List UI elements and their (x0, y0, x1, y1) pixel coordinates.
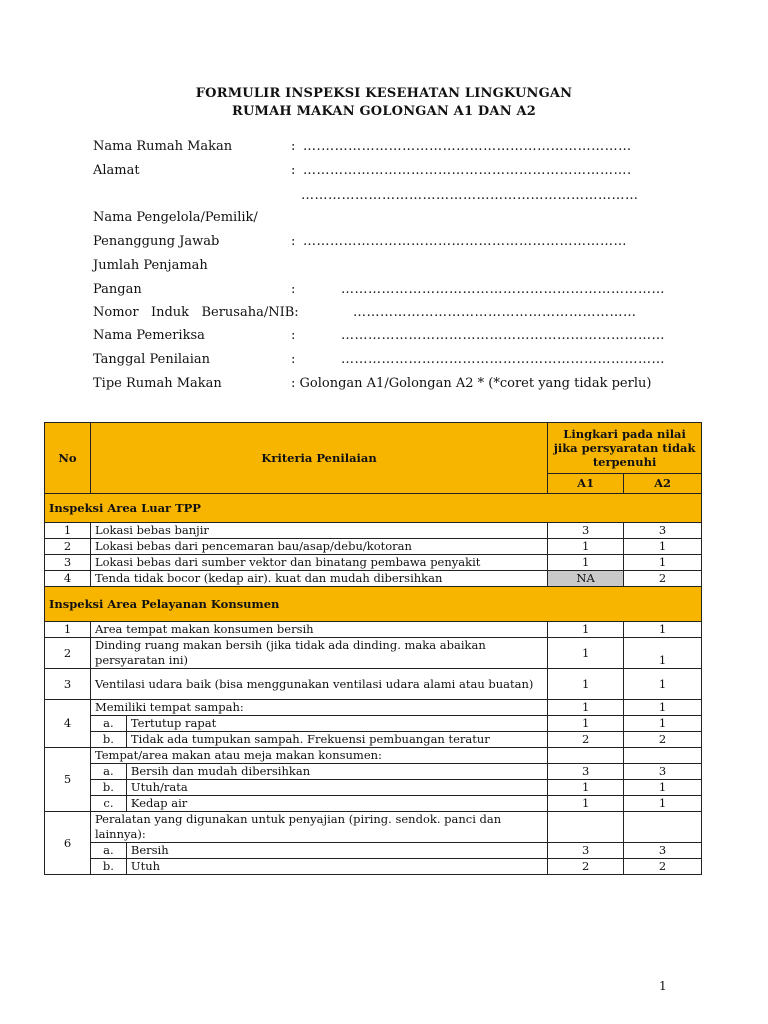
field-penanggung-jawab[interactable]: ……………………………………………………………… (303, 234, 627, 249)
table-row (45, 622, 702, 638)
score-a1[interactable]: 1 (548, 622, 624, 638)
row-no: 3 (45, 669, 91, 700)
sub-mark: b. (90, 780, 126, 796)
row-text: Lokasi bebas dari sumber vektor dan binatang pembawa penyakit (90, 555, 547, 571)
row-text: Peralatan yang digunakan untuk penyajian (piring. sendok. panci dan lainnya): (90, 812, 547, 843)
colon: : (291, 139, 296, 154)
label-tanggal-penilaian: Tanggal Penilaian (93, 352, 211, 367)
sub-text: Bersih (126, 843, 547, 859)
score-a1[interactable]: 3 (548, 843, 624, 859)
score-a1[interactable]: 1 (548, 669, 624, 700)
score-a1[interactable]: 3 (548, 523, 624, 539)
sub-mark: b. (90, 859, 126, 875)
row-text: Dinding ruang makan bersih (jika tidak ada dinding. maka abaikan persyaratan ini) (90, 638, 547, 669)
colon: : (291, 352, 296, 367)
score-a1-empty (548, 812, 624, 843)
table-row (45, 571, 702, 587)
sub-mark: a. (90, 716, 126, 732)
sub-text: Kedap air (126, 796, 547, 812)
row-no: 6 (45, 812, 91, 875)
score-a2[interactable]: 2 (624, 732, 702, 748)
score-a2[interactable]: 2 (624, 859, 702, 875)
form-title-line2: RUMAH MAKAN GOLONGAN A1 DAN A2 (231, 104, 537, 119)
sub-text: Tidak ada tumpukan sampah. Frekuensi pembuangan teratur (126, 732, 547, 748)
sub-text: Utuh/rata (126, 780, 547, 796)
row-text: Tenda tidak bocor (kedap air). kuat dan mudah dibersihkan (90, 571, 547, 587)
table-subrow (45, 716, 702, 732)
section-area-pelayanan (45, 587, 702, 622)
colon: : (291, 234, 296, 249)
label-penanggung-jawab: Penanggung Jawab (93, 234, 220, 249)
score-a1-na: NA (548, 571, 624, 587)
score-a2[interactable]: 1 (624, 716, 702, 732)
field-alamat[interactable]: ………………………………………………………………. (303, 163, 632, 178)
score-a1[interactable]: 1 (548, 716, 624, 732)
table-subrow (45, 859, 702, 875)
row-no: 3 (45, 555, 91, 571)
table-row (45, 539, 702, 555)
row-text: Memiliki tempat sampah: (90, 700, 547, 716)
field-nama-rumah-makan[interactable]: ….…………………………………………………………… (303, 139, 632, 154)
score-a2[interactable]: 1 (624, 700, 702, 716)
colon: : (291, 282, 296, 297)
header-a1: A1 (548, 474, 624, 494)
score-a2[interactable]: 3 (624, 523, 702, 539)
sub-mark: b. (90, 732, 126, 748)
label-nama-pemeriksa: Nama Pemeriksa (93, 328, 205, 343)
inspection-table (44, 422, 702, 875)
field-nama-pemeriksa[interactable]: ……………………………………………………………… (341, 328, 665, 343)
table-subrow (45, 843, 702, 859)
score-a2[interactable]: 1 (624, 638, 702, 669)
label-alamat: Alamat (93, 163, 140, 178)
score-a1[interactable]: 1 (548, 638, 624, 669)
table-row (45, 555, 702, 571)
row-no: 4 (45, 571, 91, 587)
label-jumlah-penjamah: Jumlah Penjamah (93, 258, 208, 273)
row-no: 1 (45, 523, 91, 539)
header-lingkari: Lingkari pada nilai jika persyaratan tidak terpenuhi (548, 423, 702, 474)
colon: : (291, 163, 296, 178)
field-alamat-line2[interactable]: ………………………………………………………………… (301, 188, 639, 203)
score-a2-empty (624, 748, 702, 764)
label-pengelola: Nama Pengelola/Pemilik/ (93, 210, 258, 225)
table-subrow (45, 796, 702, 812)
sub-text: Tertutup rapat (126, 716, 547, 732)
row-no: 4 (45, 700, 91, 748)
table-header-row (45, 423, 702, 474)
colon: : (291, 328, 296, 343)
score-a1[interactable]: 1 (548, 539, 624, 555)
value-tipe-rumah-makan[interactable]: : Golongan A1/Golongan A2 * (*coret yang tidak perlu) (291, 376, 652, 391)
table-subrow (45, 780, 702, 796)
row-text: Lokasi bebas dari pencemaran bau/asap/debu/kotoran (90, 539, 547, 555)
field-tanggal-penilaian[interactable]: ……………………………………………………………… (341, 352, 665, 367)
score-a1[interactable]: 1 (548, 700, 624, 716)
table-row (45, 748, 702, 764)
section-title: Inspeksi Area Luar TPP (45, 494, 702, 523)
row-no: 2 (45, 539, 91, 555)
score-a1[interactable]: 3 (548, 764, 624, 780)
header-a2: A2 (624, 474, 702, 494)
field-jumlah-penjamah[interactable]: ……………………………………………………………… (341, 282, 665, 297)
table-row (45, 638, 702, 669)
score-a2[interactable]: 1 (624, 780, 702, 796)
table-row (45, 669, 702, 700)
row-text: Lokasi bebas banjir (90, 523, 547, 539)
score-a1[interactable]: 2 (548, 859, 624, 875)
score-a1-empty (548, 748, 624, 764)
score-a1[interactable]: 1 (548, 796, 624, 812)
score-a1[interactable]: 2 (548, 732, 624, 748)
score-a2[interactable]: 1 (624, 555, 702, 571)
table-subrow (45, 764, 702, 780)
sub-mark: c. (90, 796, 126, 812)
row-text: Ventilasi udara baik (bisa menggunakan ventilasi udara alami atau buatan) (90, 669, 547, 700)
sub-mark: a. (90, 764, 126, 780)
table-row (45, 523, 702, 539)
score-a2[interactable]: 1 (624, 669, 702, 700)
table-subrow (45, 732, 702, 748)
score-a2-empty (624, 812, 702, 843)
score-a1[interactable]: 1 (548, 555, 624, 571)
score-a2[interactable]: 3 (624, 764, 702, 780)
label-tipe-rumah-makan: Tipe Rumah Makan (93, 376, 222, 391)
table-row (45, 812, 702, 843)
score-a2[interactable]: 1 (624, 622, 702, 638)
label-nama-rumah-makan: Nama Rumah Makan (93, 139, 233, 154)
sub-mark: a. (90, 843, 126, 859)
score-a2[interactable]: 1 (624, 539, 702, 555)
table-row (45, 700, 702, 716)
row-no: 2 (45, 638, 91, 669)
row-text: Area tempat makan konsumen bersih (90, 622, 547, 638)
score-a2[interactable]: 2 (624, 571, 702, 587)
section-area-luar (45, 494, 702, 523)
label-pangan: Pangan (93, 282, 142, 297)
page-number: 1 (659, 979, 667, 993)
score-a1[interactable]: 1 (548, 780, 624, 796)
section-title: Inspeksi Area Pelayanan Konsumen (45, 587, 702, 622)
row-no: 1 (45, 622, 91, 638)
sub-text: Utuh (126, 859, 547, 875)
field-nib[interactable]: ……………………………………………………… (353, 305, 637, 320)
score-a2[interactable]: 1 (624, 796, 702, 812)
header-kriteria: Kriteria Penilaian (90, 423, 547, 494)
header-no: No (45, 423, 91, 494)
label-nib: Nomor Induk Berusaha/NIB: (93, 305, 299, 320)
sub-text: Bersih dan mudah dibersihkan (126, 764, 547, 780)
score-a2[interactable]: 3 (624, 843, 702, 859)
row-no: 5 (45, 748, 91, 812)
row-text: Tempat/area makan atau meja makan konsumen: (90, 748, 547, 764)
form-title-line1: FORMULIR INSPEKSI KESEHATAN LINGKUNGAN (195, 86, 573, 101)
